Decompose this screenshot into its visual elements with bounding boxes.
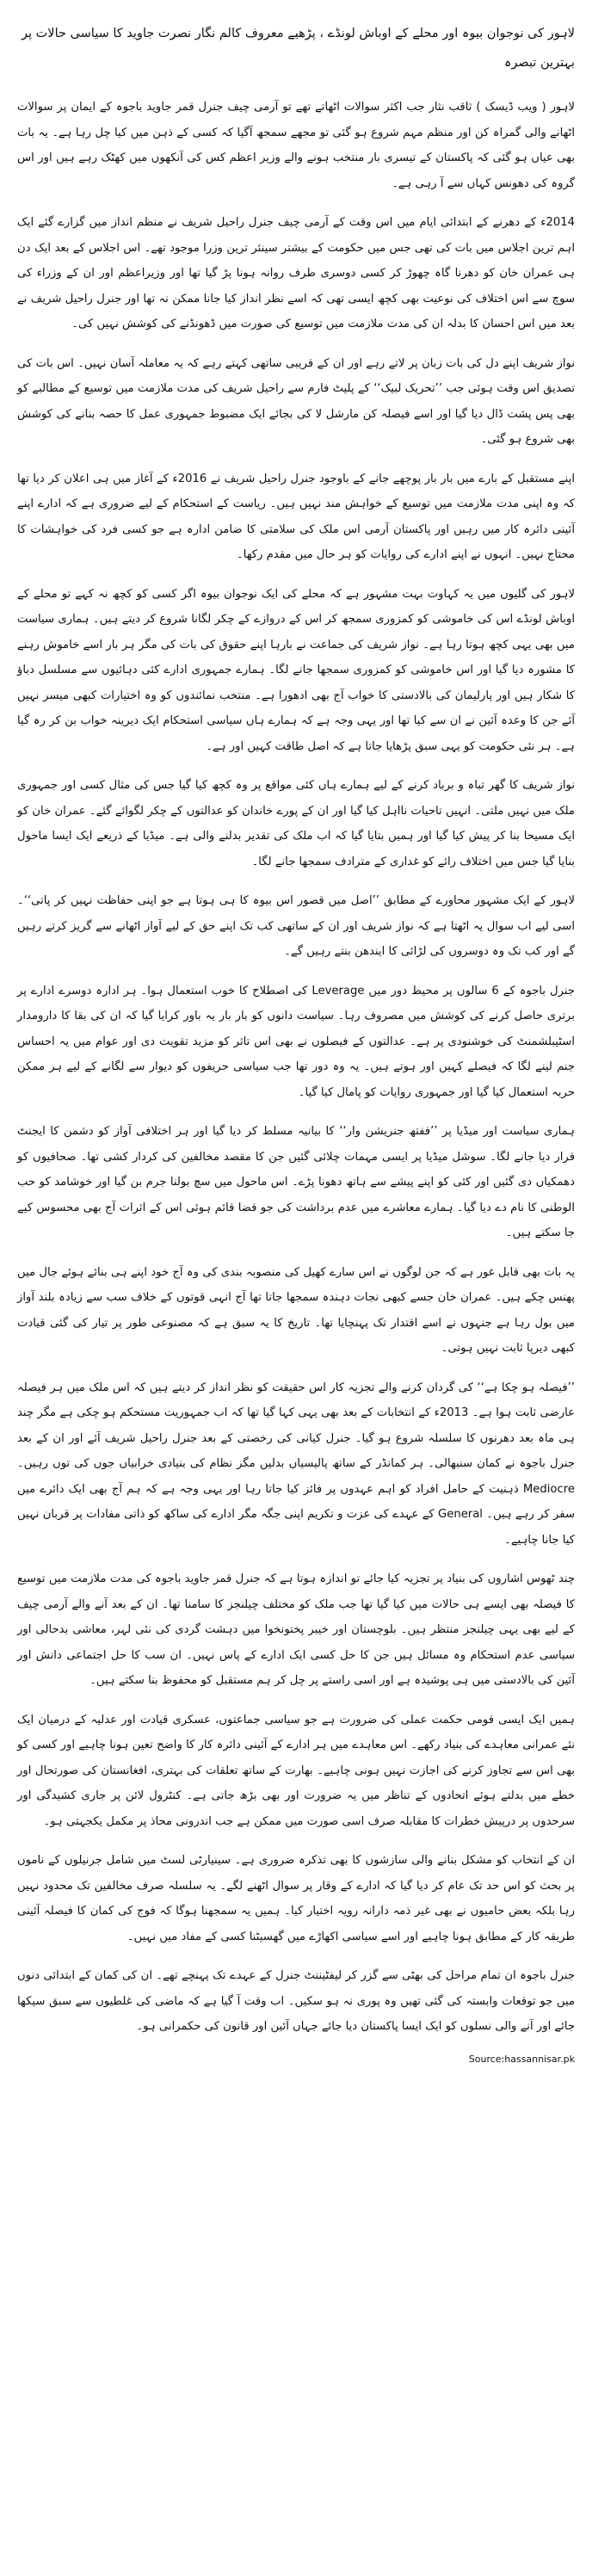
article-paragraph: ’’فیصلہ ہو چکا ہے‘‘ کی گردان کرنے والے تجزیہ کار اس حقیقت کو نظر انداز کر دیتے ہیں کہ اس ملک میں ہر فیصلہ عارضی ثابت ہوا ہے۔ 2013ء کے انتخابات کے بعد بھی یہی کہا گیا تھا کہ اب جمہوریت مستحکم ہو چکی ہے مگر چند ہی ماہ بعد دھرنوں کا سلسلہ شروع ہو گیا۔ جنرل کیانی کی رخصتی کے بعد جنرل راحیل شریف آئے اور ان کے بعد جنرل باجوہ نے کمان سنبھالی۔ ہر کمانڈر کے ساتھ پالیسیاں بدلیں مگر نظام کی بنیادی خرابیاں جوں کی توں رہیں۔ Mediocre ذہنیت کے حامل افراد کو اہم عہدوں پر فائز کیا جاتا رہا اور یہی وجہ ہے کہ ہم آج بھی ایک دائرے میں سفر کر رہے ہیں۔ General کے عہدے کی عزت و تکریم اپنی جگہ مگر ادارے کی ساکھ کو ذاتی مفادات پر قربان نہیں کیا جانا چاہیے۔ xyxy=(17,1381,575,1547)
article-paragraph: جنرل باجوہ کے 6 سالوں پر محیط دور میں Leverage کی اصطلاح کا خوب استعمال ہوا۔ ہر ادارہ دوسرے ادارے پر برتری حاصل کرنے کی کوشش میں مصروف رہا۔ سیاست دانوں کو بار بار یہ باور کرایا گیا کہ ان کی بقا کا دارومدار اسٹیبلشمنٹ کی خوشنودی پر ہے۔ عدالتوں کے فیصلوں نے بھی اس تاثر کو مزید تقویت دی اور عوام میں یہ احساس جنم لینے لگا کہ فیصلے کہیں اور ہوتے ہیں۔ یہ وہ دور تھا جب سیاسی حریفوں کو دیوار سے لگانے کے لیے ہر ممکن حربہ استعمال کیا گیا اور جمہوری روایات کو پامال کیا گیا۔ xyxy=(17,984,575,1099)
article-paragraph: لاہور کے ایک مشہور محاورے کے مطابق ’’اصل میں قصور اس بیوہ کا ہی ہوتا ہے جو اپنی حفاظت نہیں کر پاتی‘‘۔ اسی لیے اب سوال یہ اٹھتا ہے کہ نواز شریف اور ان کے ساتھی کب تک اپنے حق کے لیے آواز اٹھانے سے گریز کرتے رہیں گے اور کب تک وہ دوسروں کی لڑائی کا ایندھن بنتے رہیں گے۔ xyxy=(17,894,575,958)
article-paragraph: ہمیں ایک ایسی قومی حکمت عملی کی ضرورت ہے جو سیاسی جماعتوں، عسکری قیادت اور عدلیہ کے درمیان ایک نئے عمرانی معاہدے کی بنیاد رکھے۔ اس معاہدے میں ہر ادارے کے آئینی دائرہ کار کا واضح تعین ہونا چاہیے اور کسی کو بھی اس سے تجاوز کرنے کی اجازت نہیں ہونی چاہیے۔ بھارت کے ساتھ تعلقات کی بہتری، افغانستان کی صورتحال اور خطے میں بدلتے ہوئے اتحادوں کے تناظر میں یہ ضرورت اور بھی بڑھ جاتی ہے۔ کنٹرول لائن پر جاری کشیدگی اور سرحدوں پر درپیش خطرات کا مقابلہ صرف اسی صورت میں ممکن ہے جب اندرونی محاذ پر مکمل یکجہتی ہو۔ xyxy=(17,1713,575,1828)
article-headline: لاہور کی نوجوان بیوہ اور محلے کے اوباش لونڈے ، پڑھیے معروف کالم نگار نصرت جاوید کا سیاسی حالات پر بہترین تبصرہ xyxy=(22,27,575,70)
article-paragraph: لاہور ( ویب ڈیسک ) ثاقب نثار جب اکثر سوالات اٹھاتے تھے تو آرمی چیف جنرل قمر جاوید باجوہ کے ایمان پر سوالات اٹھانے والی گمراہ کن اور منظم مہم شروع ہو گئی تو مجھے سمجھ آگیا کہ کسی کے ذہن میں کیا چل رہا ہے۔ یہ بات بھی عیاں ہو گئی کہ پاکستان کے تیسری بار منتخب ہونے والے وزیر اعظم کس کی آنکھوں میں کھٹک رہے ہیں اور اس گروہ کی دھونس کہاں سے آ رہی ہے۔ xyxy=(17,101,575,190)
article-paragraph: یہ بات بھی قابل غور ہے کہ جن لوگوں نے اس سارے کھیل کی منصوبہ بندی کی وہ آج خود اپنے ہی بنائے ہوئے جال میں پھنس چکے ہیں۔ عمران خان جسے کبھی نجات دہندہ سمجھا جاتا تھا آج انہی قوتوں کے خلاف سب سے زیادہ بلند آواز میں بول رہا ہے جنہوں نے اسے اقتدار تک پہنچایا تھا۔ تاریخ کا یہ سبق ہے کہ مصنوعی طور پر تیار کی گئی قیادت کبھی دیرپا ثابت نہیں ہوتی۔ xyxy=(17,1265,575,1355)
article-source: Source:hassannisar.pk xyxy=(468,2053,575,2065)
article-paragraph: ان کے انتخاب کو مشکل بنانے والی سازشوں کا بھی تذکرہ ضروری ہے۔ سینیارٹی لسٹ میں شامل جرنیلوں کے ناموں پر بحث کو اس حد تک عام کر دیا گیا کہ ادارے کے وقار پر سوال اٹھنے لگے۔ یہ سلسلہ صرف مخالفین تک محدود نہیں رہا بلکہ بعض حامیوں نے بھی غیر ذمہ دارانہ رویہ اختیار کیا۔ ہمیں یہ سمجھنا ہوگا کہ فوج کی کمان کا فیصلہ آئینی طریقہ کار کے مطابق ہونا چاہیے اور اسے سیاسی اکھاڑے میں گھسیٹنا کسی کے مفاد میں نہیں۔ xyxy=(17,1854,575,1943)
article-paragraph: جنرل باجوہ ان تمام مراحل کی بھٹی سے گزر کر لیفٹیننٹ جنرل کے عہدے تک پہنچے تھے۔ ان کی کمان کے ابتدائی دنوں میں جو توقعات وابستہ کی گئی تھیں وہ پوری نہ ہو سکیں۔ اب وقت آ گیا ہے کہ ماضی کی غلطیوں سے سبق سیکھا جائے اور آنے والی نسلوں کو ایک ایسا پاکستان دیا جائے جہاں آئین اور قانون کی حکمرانی ہو۔ xyxy=(17,1969,575,2033)
article-paragraph: نواز شریف اپنے دل کی بات زبان پر لاتے رہے اور ان کے قریبی ساتھی کہتے رہے کہ یہ معاملہ آسان نہیں۔ اس بات کی تصدیق اس وقت ہوئی جب ’’تحریک لبیک‘‘ کے پلیٹ فارم سے راحیل شریف کی مدت ملازمت میں توسیع کے مطالبے کو بھی پس پشت ڈال دیا گیا اور اسے فیصلہ کن مارشل لا کی بجائے ایک مضبوط جمہوری عمل کا حصہ بنانے کی کوشش بھی شروع ہو گئی۔ xyxy=(17,356,575,446)
article-paragraph: 2014ء کے دھرنے کے ابتدائی ایام میں اس وقت کے آرمی چیف جنرل راحیل شریف نے منظم انداز میں گزارے گئے ایک اہم ترین اجلاس میں بات کی تھی جس میں حکومت کے بیشتر سینئر ترین وزرا موجود تھے۔ اس اجلاس کے بعد ایک دن ہی عمران خان کو دھرنا گاہ چھوڑ کر کسی دوسری طرف روانہ ہونا پڑ گیا تھا اور وزیراعظم اور ان کے وزراء کی سوچ سے اس اختلاف کی نوعیت بھی کچھ ایسی تھی کہ اسے نظر انداز کیا جانا ممکن نہ تھا اور جنرل راحیل شریف نے بعد میں اس احسان کا بدلہ ان کی مدت ملازمت میں توسیع کی صورت میں ڈھونڈنے کی کوشش نہیں کی۔ xyxy=(17,216,575,330)
article-body xyxy=(17,95,575,2040)
article xyxy=(17,19,575,2040)
article-paragraph: نواز شریف کا گھر تباہ و برباد کرنے کے لیے ہمارے ہاں کئی مواقع پر وہ کچھ کیا گیا جس کی مثال کسی اور جمہوری ملک میں نہیں ملتی۔ انہیں تاحیات نااہل کیا گیا اور ان کے پورے خاندان کو عدالتوں کے چکر لگوائے گئے۔ عمران خان کو ایک مسیحا بنا کر پیش کیا گیا اور ہمیں بتایا گیا کہ اب ملک کی تقدیر بدلنے والی ہے۔ میڈیا کے ذریعے ایک ایسا ماحول بنایا گیا جس میں اختلاف رائے کو غداری کے مترادف سمجھا جانے لگا۔ xyxy=(17,779,575,868)
article-paragraph: ہماری سیاست اور میڈیا پر ’’ففتھ جنریشن وار‘‘ کا بیانیہ مسلط کر دیا گیا اور ہر اختلافی آواز کو دشمن کا ایجنٹ قرار دیا جانے لگا۔ سوشل میڈیا پر ایسی مہمات چلائی گئیں جن کا مقصد مخالفین کی کردار کشی تھا۔ صحافیوں کو دھمکیاں دی گئیں اور کئی کو اپنے پیشے سے ہاتھ دھونا پڑے۔ اس ماحول میں سچ بولنا جرم بن گیا اور خوشامد کو حب الوطنی کا نام دے دیا گیا۔ ہمارے معاشرے میں عدم برداشت کی جو فضا قائم ہوئی اس کے اثرات آج بھی محسوس کیے جا سکتے ہیں۔ xyxy=(17,1125,575,1239)
article-paragraph: اپنے مستقبل کے بارے میں بار بار پوچھے جانے کے باوجود جنرل راحیل شریف نے 2016ء کے آغاز میں ہی اعلان کر دیا تھا کہ وہ اپنی مدت ملازمت میں توسیع کے خواہش مند نہیں ہیں۔ ریاست کے استحکام کے لیے ضروری ہے کہ ادارے اپنے آئینی دائرہ کار میں رہیں اور پاکستان آرمی اس ملک کی سلامتی کا ضامن ادارہ ہے جو کسی فرد کی خواہشات کا محتاج نہیں۔ انہوں نے اپنے ادارے کی روایات کو ہر حال میں مقدم رکھا۔ xyxy=(17,472,575,561)
article-paragraph: لاہور کی گلیوں میں یہ کہاوت بہت مشہور ہے کہ محلے کی ایک نوجوان بیوہ اگر کسی کو کچھ نہ کہے تو محلے کے اوباش لونڈے اس کی خاموشی کو کمزوری سمجھ کر اس کے دروازے کے چکر لگانا شروع کر دیتے ہیں۔ ہماری سیاست میں بھی یہی کچھ ہوتا رہا ہے۔ نواز شریف کی جماعت نے بارہا اپنے حقوق کی بات کی مگر ہر بار اسے خاموش رہنے کا مشورہ دیا گیا اور اس خاموشی کو کمزوری سمجھا جانے لگا۔ ہمارے جمہوری ادارے کئی دہائیوں سے مسلسل دباؤ کا شکار ہیں اور پارلیمان کی بالادستی کا خواب آج بھی ادھورا ہے۔ منتخب نمائندوں کو وہ اختیارات کبھی میسر نہیں آئے جن کا وعدہ آئین نے ان سے کیا تھا اور یہی وجہ ہے کہ ہمارے ہاں سیاسی استحکام ایک دیرینہ خواب بن کر رہ گیا ہے۔ ہر نئی حکومت کو یہی سبق پڑھایا جاتا ہے کہ اصل طاقت کہیں اور ہے۔ xyxy=(17,587,575,753)
article-paragraph: چند ٹھوس اشاروں کی بنیاد پر تجزیہ کیا جائے تو اندازہ ہوتا ہے کہ جنرل قمر جاوید باجوہ کی مدت ملازمت میں توسیع کا فیصلہ بھی ایسے ہی حالات میں کیا گیا تھا جب ملک کو مختلف چیلنجز کا سامنا تھا۔ ان کے بعد آنے والے آرمی چیف کے لیے بھی یہی چیلنجز منتظر ہیں۔ بلوچستان اور خیبر پختونخوا میں دہشت گردی کی نئی لہر، معاشی بدحالی اور سیاسی عدم استحکام وہ مسائل ہیں جن کا حل کسی ایک ادارے کے پاس نہیں۔ ان سب کا حل اجتماعی دانش اور آئین کی بالادستی میں ہی پوشیدہ ہے اور اسی راستے پر چل کر ہم مستقبل کو محفوظ بنا سکتے ہیں۔ xyxy=(17,1572,575,1687)
